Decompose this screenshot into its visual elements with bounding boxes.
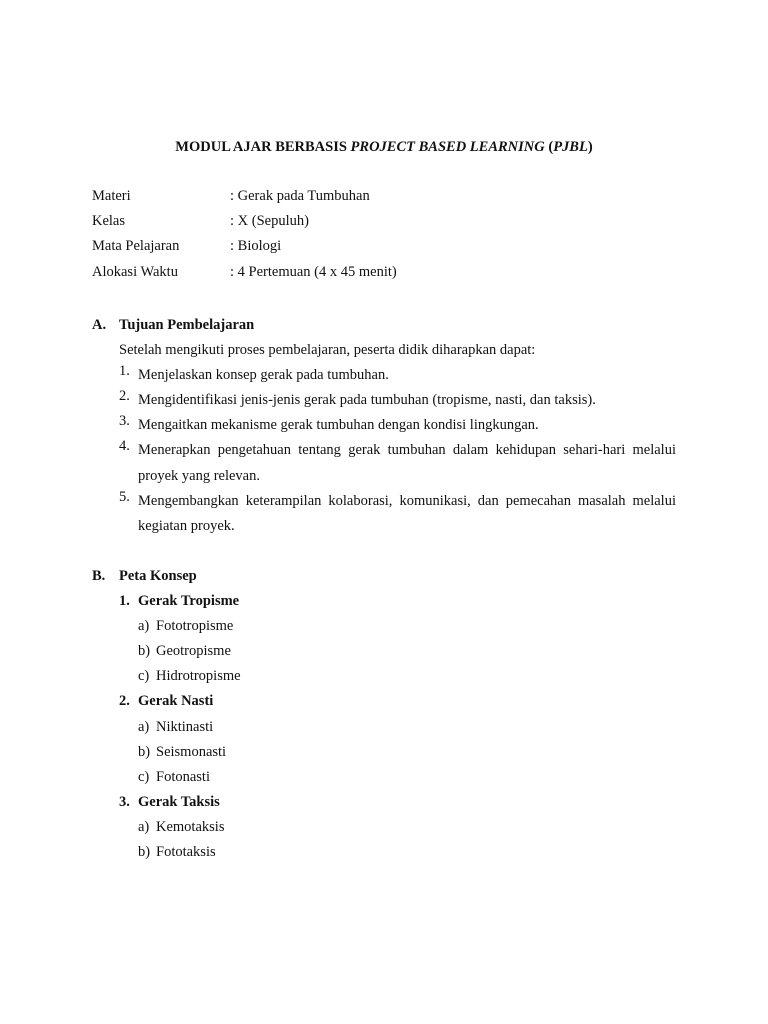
item-text: Mengembangkan keterampilan kolaborasi, komunikasi, dan pemecahan masalah melalui kegiatan proyek. [138,492,676,534]
list-item [92,438,676,488]
item-letter: c) [138,768,150,785]
group-title: Gerak Taksis [138,793,220,810]
section-letter: B. [92,568,106,584]
info-value: : Gerak pada Tumbuhan [230,188,370,204]
concept-item [92,664,676,689]
group-number: 3. [119,793,130,810]
item-number: 3. [119,413,130,430]
list-item [92,413,676,438]
info-value: : X (Sepuluh) [230,213,309,230]
item-text: Menjelaskan konsep gerak pada tumbuhan. [138,367,389,384]
list-item [92,388,676,413]
item-letter: b) [138,743,151,760]
item-text: Kemotaksis [156,818,225,835]
title-italic: PROJECT BASED LEARNING [350,139,545,155]
item-letter: b) [138,643,151,660]
item-text: Fotonasti [156,768,210,785]
item-letter: a) [138,618,150,635]
item-text: Hidrotropisme [156,668,241,685]
group-title: Gerak Tropisme [138,593,240,610]
info-value: : Biologi [230,238,282,255]
title-suffix: ) [587,139,593,155]
section-heading [92,313,676,338]
section-heading [92,564,676,589]
item-text: Mengaitkan mekanisme gerak tumbuhan dengan kondisi lingkungan. [138,417,539,434]
concept-item [92,639,676,664]
item-number: 4. [119,438,130,455]
item-letter: c) [138,668,150,685]
item-text: Menerapkan pengetahuan tentang gerak tumbuhan dalam kehidupan sehari-hari melalui proyek yang relevan. [138,442,676,484]
list-item [92,363,676,388]
item-number: 5. [119,488,130,505]
section-title: Tujuan Pembelajaran [119,317,255,333]
info-value: : 4 Pertemuan (4 x 45 menit) [230,263,397,280]
concept-item [92,815,676,840]
group-number: 2. [119,693,130,710]
info-row-kelas [92,211,397,236]
info-row-alokasi-waktu [92,262,397,287]
concept-item [92,740,676,765]
title-prefix: MODUL AJAR BERBASIS [175,139,351,155]
concept-item [92,614,676,639]
item-letter: b) [138,844,151,861]
objectives-list [92,363,676,539]
list-item [92,489,676,539]
group-title: Gerak Nasti [138,693,214,710]
info-label: Materi [92,188,131,204]
item-text: Mengidentifikasi jenis-jenis gerak pada tumbuhan (tropisme, nasti, dan taksis). [138,392,596,409]
title-mid: ( [544,139,554,155]
section-title: Peta Konsep [119,568,197,584]
concept-group-heading [92,589,676,614]
module-info [92,186,397,287]
info-row-materi [92,186,397,211]
concept-item [92,715,676,740]
section-letter: A. [92,317,107,333]
item-letter: a) [138,718,150,735]
document-title [0,137,768,157]
info-row-mata-pelajaran [92,236,397,261]
section-intro: Setelah mengikuti proses pembelajaran, peserta didik diharapkan dapat: [119,342,536,359]
concept-group-heading [92,689,676,714]
item-text: Fototaksis [156,844,216,861]
item-text: Niktinasti [156,718,214,735]
info-label: Kelas [92,213,126,230]
item-text: Geotropisme [156,643,231,660]
section-tujuan-pembelajaran [92,313,676,539]
info-label: Mata Pelajaran [92,238,180,255]
item-text: Fototropisme [156,618,234,635]
item-number: 1. [119,363,130,380]
concept-group-heading [92,790,676,815]
title-abbrev: PJBL [553,139,588,155]
item-text: Seismonasti [156,743,227,760]
info-label: Alokasi Waktu [92,263,178,280]
item-number: 2. [119,388,130,405]
item-letter: a) [138,818,150,835]
concept-item [92,765,676,790]
section-peta-konsep [92,564,676,865]
group-number: 1. [119,593,130,610]
concept-item [92,840,676,865]
